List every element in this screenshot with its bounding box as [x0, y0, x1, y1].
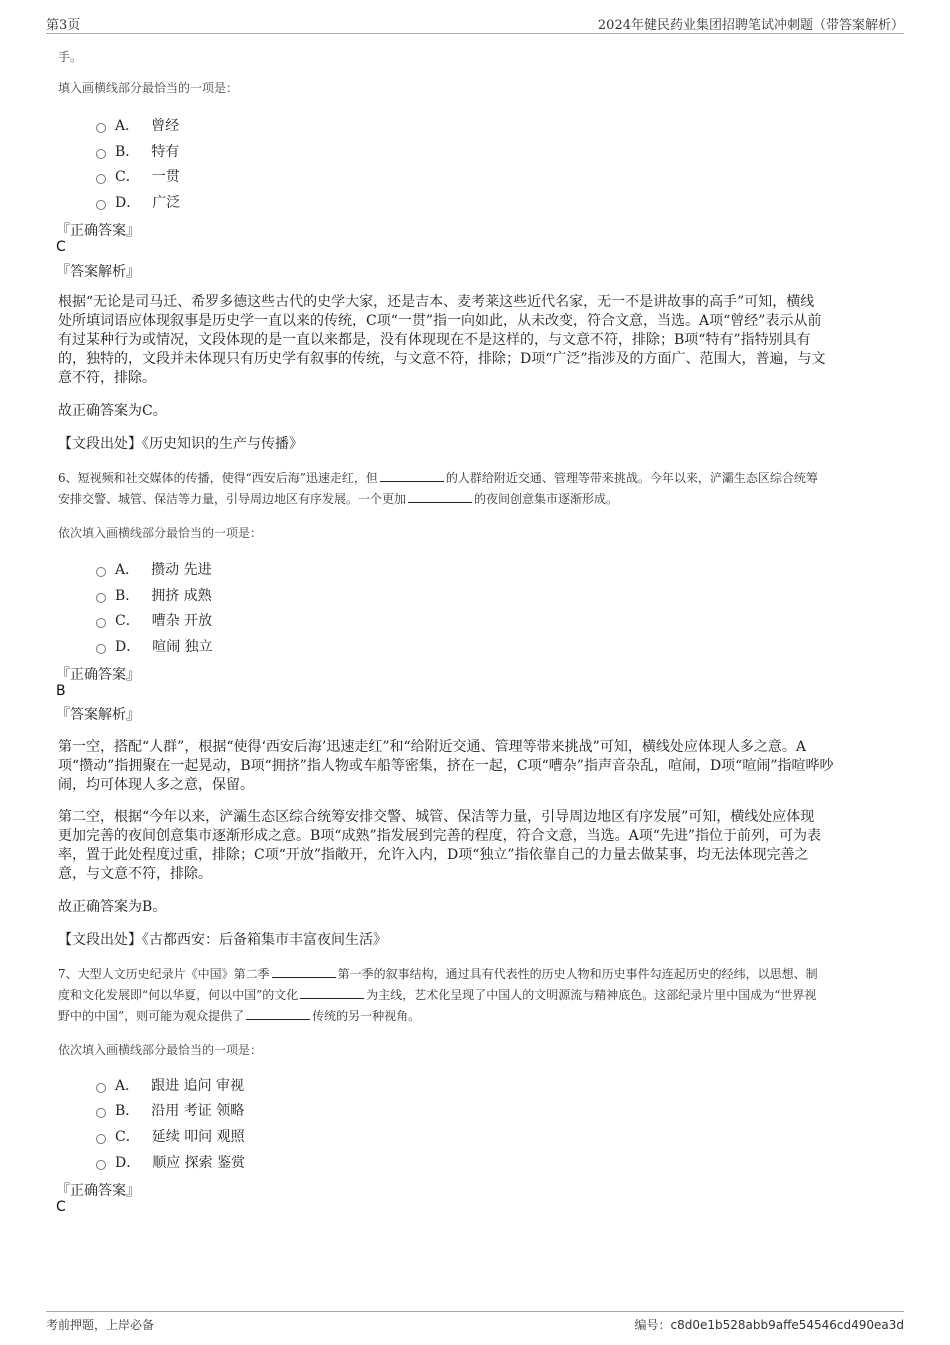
option-letter: C．	[115, 1129, 140, 1145]
option-letter: A．	[115, 1078, 140, 1094]
option-text: 拥挤 成熟	[151, 588, 212, 604]
radio-option-b[interactable]	[96, 1108, 106, 1118]
analysis-paragraph	[58, 808, 890, 884]
option-letter: B．	[115, 144, 140, 160]
blank-line	[272, 966, 336, 978]
stem-text: 度和文化发展即“何以华夏，何以中国”的文化	[58, 988, 299, 1002]
option-b[interactable]	[115, 585, 212, 605]
footer-code-label: 编号：	[634, 1318, 671, 1332]
option-text: 沿用 考证 领略	[151, 1103, 245, 1119]
page-number: 第3页	[46, 18, 81, 33]
option-text: 嘈杂 开放	[151, 613, 213, 629]
option-c[interactable]	[115, 610, 212, 630]
option-text: 一贯	[151, 169, 180, 185]
option-b[interactable]	[115, 141, 179, 161]
radio-option-a[interactable]	[96, 1083, 106, 1093]
option-text: 延续 叩问 观照	[151, 1129, 245, 1145]
option-letter: B．	[115, 1103, 140, 1119]
option-d[interactable]	[115, 192, 180, 212]
radio-option-c[interactable]	[96, 174, 106, 184]
conclusion: 故正确答案为B。	[58, 899, 167, 915]
radio-option-d[interactable]	[96, 644, 106, 654]
analysis-paragraph	[58, 738, 890, 795]
analysis-line: 意，与文意不符，排除。	[58, 866, 212, 882]
footer-code-value: c8d0e1b528abb9affe54546cd490ea3d	[670, 1318, 904, 1332]
header-divider	[46, 33, 904, 34]
source-citation: 【文段出处】《历史知识的生产与传播》	[58, 436, 303, 452]
analysis-line: 根据“无论是司马迁、希罗多德这些古代的史学大家，还是吉本、麦考莱这些近代名家，无一不是讲故事的高手”可知，横线	[58, 294, 815, 310]
radio-option-a[interactable]	[96, 567, 106, 577]
option-a[interactable]	[115, 559, 212, 579]
radio-option-b[interactable]	[96, 149, 106, 159]
radio-option-b[interactable]	[96, 593, 106, 603]
option-text: 攒动 先进	[151, 562, 212, 578]
option-letter: B．	[115, 588, 140, 604]
option-text: 特有	[151, 144, 180, 160]
radio-option-c[interactable]	[96, 618, 106, 628]
footer-divider	[46, 1311, 904, 1312]
blank-line	[380, 470, 444, 482]
question-prompt: 依次填入画横线部分最恰当的一项是：	[58, 526, 263, 540]
option-letter: D．	[115, 195, 141, 211]
option-letter: C．	[115, 613, 140, 629]
stem-text: 的人群给附近交通、管理等带来挑战。今年以来，浐灞生态区综合统筹	[445, 471, 818, 485]
blank-line	[300, 987, 364, 999]
option-d[interactable]	[115, 1152, 245, 1172]
option-d[interactable]	[115, 636, 213, 656]
option-text: 曾经	[151, 118, 180, 134]
option-letter: D．	[115, 1155, 141, 1171]
analysis-line: 处所填词语应体现叙事是历史学一直以来的传统，C项“一贯”指一向如此，从未改变，符合文意，当选。A项“曾经”表示从前	[58, 313, 822, 329]
analysis-line: 有过某种行为或情况，文段体现的是一直以来都是，没有体现现在不是这样的，与文意不符，排除；B项“特有”指特别具有	[58, 332, 811, 348]
radio-option-c[interactable]	[96, 1134, 106, 1144]
answer-value: B	[56, 683, 66, 699]
question-stem-6	[58, 468, 898, 510]
option-text: 广泛	[152, 195, 181, 211]
stem-text: 安排交警、城管、保洁等力量，引导周边地区有序发展。一个更加	[58, 492, 407, 506]
answer-label: 『正确答案』	[56, 667, 140, 683]
option-letter: A．	[115, 562, 140, 578]
stem-text: 传统的另一种视角。	[312, 1009, 421, 1023]
option-text: 顺应 探索 鉴赏	[152, 1155, 246, 1171]
stem-text: 7、大型人文历史纪录片《中国》第二季	[58, 967, 270, 981]
option-letter: D．	[115, 639, 141, 655]
stem-text: 6、短视频和社交媒体的传播，使得“西安后海”迅速走红，但	[58, 471, 378, 485]
document-title: 2024年健民药业集团招聘笔试冲刺题（带答案解析）	[597, 18, 904, 33]
option-b[interactable]	[115, 1100, 244, 1120]
stem-text: 野中的中国”，则可能为观众提供了	[58, 1009, 245, 1023]
radio-option-a[interactable]	[96, 123, 106, 133]
analysis-line: 意不符，排除。	[58, 370, 156, 386]
analysis-line: 项“攒动”指拥聚在一起晃动，B项“拥挤”指人物或车船等密集，挤在一起，C项“嘈杂”指声音杂乱，喧闹，D项“喧闹”指喧哗吵	[58, 758, 834, 774]
answer-label: 『正确答案』	[56, 223, 140, 239]
radio-option-d[interactable]	[96, 1160, 106, 1170]
footer-slogan: 考前押题，上岸必备	[46, 1318, 155, 1332]
answer-value: C	[56, 239, 66, 255]
radio-option-d[interactable]	[96, 200, 106, 210]
stem-text: 第一季的叙事结构，通过具有代表性的历史人物和历史事件勾连起历史的经纬，以思想、制	[337, 967, 818, 981]
analysis-line: 率，置于此处程度过重，排除；C项“开放”指敞开，允许入内，D项“独立”指依靠自己的力量去做某事，均无法体现完善之	[58, 847, 809, 863]
analysis-line: 的，独特的，文段并未体现只有历史学有叙事的传统，与文意不符，排除；D项“广泛”指涉及的方面广、范围大，普遍，与文	[58, 351, 826, 367]
option-a[interactable]	[115, 115, 179, 135]
analysis-line: 第一空，搭配“人群”，根据“使得‘西安后海’迅速走红”和“给附近交通、管理等带来挑战”可知，横线处应体现人多之意。A	[58, 739, 806, 755]
option-a[interactable]	[115, 1075, 244, 1095]
analysis-line: 第二空，根据“今年以来，浐灞生态区综合统筹安排交警、城管、保洁等力量，引导周边地区有序发展”可知，横线处应体现	[58, 809, 815, 825]
source-citation: 【文段出处】《古都西安：后备箱集市丰富夜间生活》	[58, 932, 387, 948]
conclusion: 故正确答案为C。	[58, 403, 167, 419]
option-text: 喧闹 独立	[152, 639, 213, 655]
analysis-label: 『答案解析』	[56, 707, 140, 723]
question-tail: 手。	[58, 50, 83, 64]
question-prompt: 依次填入画横线部分最恰当的一项是：	[58, 1043, 263, 1057]
analysis-label: 『答案解析』	[56, 264, 140, 280]
answer-label: 『正确答案』	[56, 1183, 140, 1199]
blank-line	[408, 491, 472, 503]
option-letter: C．	[115, 169, 140, 185]
option-letter: A．	[115, 118, 140, 134]
stem-text: 为主线，艺术化呈现了中国人的文明源流与精神底色。这部纪录片里中国成为“世界视	[366, 988, 817, 1002]
option-c[interactable]	[115, 166, 180, 186]
blank-line	[246, 1008, 310, 1020]
analysis-line: 闹，均可体现人多之意，保留。	[58, 777, 254, 793]
option-text: 跟进 追问 审视	[151, 1078, 245, 1094]
option-c[interactable]	[115, 1126, 245, 1146]
footer-code	[634, 1316, 904, 1333]
analysis-paragraph	[58, 293, 890, 388]
question-stem-7	[58, 964, 898, 1027]
answer-value: C	[56, 1199, 66, 1215]
analysis-line: 更加完善的夜间创意集市逐渐形成之意。B项“成熟”指发展到完善的程度，符合文意，当选。A项“先进”指位于前列，可为表	[58, 828, 822, 844]
stem-text: 的夜间创意集市逐渐形成。	[474, 492, 619, 506]
question-prompt: 填入画横线部分最恰当的一项是：	[58, 81, 239, 95]
